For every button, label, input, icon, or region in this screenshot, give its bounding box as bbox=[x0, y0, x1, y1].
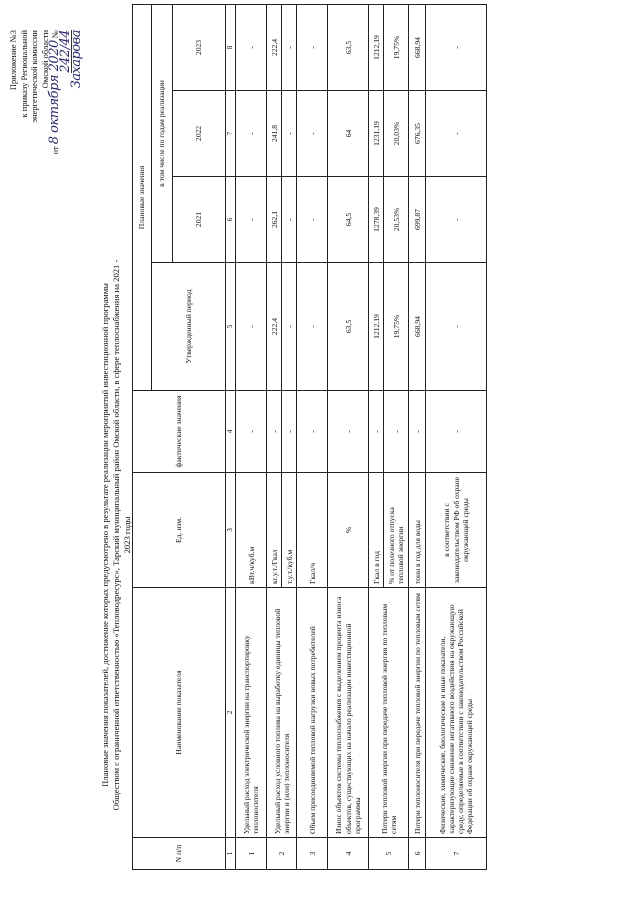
unit-cell: % bbox=[328, 473, 369, 588]
value-2021: - bbox=[236, 177, 267, 263]
value-2022: 20,03% bbox=[384, 91, 409, 177]
header-name: Наименование показателя bbox=[133, 588, 226, 838]
table-row bbox=[409, 4, 426, 869]
unit-cell: т.у.т./куб.м bbox=[282, 473, 297, 588]
value-2023: - bbox=[426, 4, 487, 90]
indicator-name: Объем присоединяемой тепловой нагрузки новых потребителей bbox=[297, 588, 328, 838]
stamp-line: к приказу Региональной bbox=[18, 30, 29, 118]
stamp-line: энергетической комиссии bbox=[29, 30, 39, 123]
stamp-line: Приложение №3 bbox=[8, 30, 18, 91]
unit-cell: в соответствии с законодательством РФ об охране окружающей среды bbox=[426, 473, 487, 588]
approved-value: 668,94 bbox=[409, 263, 426, 391]
handwritten-date: 8 октября 2020 bbox=[47, 40, 62, 145]
actual-value: - bbox=[328, 391, 369, 473]
indicators-table bbox=[132, 4, 487, 870]
header-approved-period: Утвержденный период bbox=[152, 263, 226, 391]
table-row bbox=[328, 4, 369, 869]
column-number: 7 bbox=[226, 91, 236, 177]
heading-line-2: Обществом с ограниченной ответственностью «Тепловодресурс», Тарский муниципальный район Омской области, в сфере теплоснабжения на 2021 - 2023 годы bbox=[111, 259, 132, 811]
value-2023: 222,4 bbox=[267, 4, 282, 90]
value-2023: - bbox=[282, 4, 297, 90]
value-2022: - bbox=[297, 91, 328, 177]
column-number: 6 bbox=[226, 177, 236, 263]
stamp-line: Омской области bbox=[39, 30, 50, 89]
number-prefix: № bbox=[50, 30, 60, 39]
column-number: 1 bbox=[226, 838, 236, 870]
value-2021: - bbox=[297, 177, 328, 263]
header-year: 2021 bbox=[173, 177, 226, 263]
value-2021: - bbox=[282, 177, 297, 263]
value-2023: 1212,19 bbox=[369, 4, 384, 90]
approval-stamp bbox=[8, 30, 83, 180]
value-2022: - bbox=[236, 91, 267, 177]
value-2023: - bbox=[236, 4, 267, 90]
value-2021: 64,5 bbox=[328, 177, 369, 263]
actual-value: - bbox=[369, 391, 384, 473]
header-unit: Ед. изм. bbox=[133, 473, 226, 588]
approved-value: - bbox=[282, 263, 297, 391]
value-2022: 676,35 bbox=[409, 91, 426, 177]
row-number: 5 bbox=[369, 838, 409, 870]
header-no: N п/п bbox=[133, 838, 226, 870]
value-2023: 668,94 bbox=[409, 4, 426, 90]
unit-cell: кг.у.т./Гкал bbox=[267, 473, 282, 588]
heading-line-1: Плановые значения показателей, достижение которых предусмотрено в результате реализации мероприятий инвестиционной программы bbox=[100, 283, 110, 787]
value-2022: - bbox=[282, 91, 297, 177]
column-number: 3 bbox=[226, 473, 236, 588]
table-row bbox=[426, 4, 487, 869]
row-number: 3 bbox=[297, 838, 328, 870]
value-2022: 1231,19 bbox=[369, 91, 384, 177]
column-number-row bbox=[226, 4, 236, 869]
header-planned: Плановые значения bbox=[133, 4, 152, 390]
approved-value: - bbox=[236, 263, 267, 391]
value-2021: 1278,39 bbox=[369, 177, 384, 263]
approved-value: 1212,19 bbox=[369, 263, 384, 391]
value-2021: 20,53% bbox=[384, 177, 409, 263]
handwritten-signature: Захарова bbox=[69, 30, 84, 89]
table-row bbox=[297, 4, 328, 869]
column-number: 2 bbox=[226, 588, 236, 838]
unit-cell: кВт.ч/куб.м bbox=[236, 473, 267, 588]
approved-value: 19,75% bbox=[384, 263, 409, 391]
header-year: 2022 bbox=[173, 91, 226, 177]
value-2023: 63,5 bbox=[328, 4, 369, 90]
column-number: 5 bbox=[226, 263, 236, 391]
date-prefix: от bbox=[50, 146, 60, 155]
unit-cell: Гкал/ч bbox=[297, 473, 328, 588]
column-number: 4 bbox=[226, 391, 236, 473]
approved-value: - bbox=[297, 263, 328, 391]
value-2022: - bbox=[426, 91, 487, 177]
table-row bbox=[236, 4, 267, 869]
indicator-name: Потери тепловой энергии при передаче тепловой энергии по тепловым сетям bbox=[369, 588, 409, 838]
row-number: 2 bbox=[267, 838, 297, 870]
table-row bbox=[267, 4, 282, 869]
row-number: 7 bbox=[426, 838, 487, 870]
header-year: 2023 bbox=[173, 4, 226, 90]
value-2023: - bbox=[297, 4, 328, 90]
handwritten-number: 242/44 bbox=[57, 30, 73, 73]
row-number: 1 bbox=[236, 838, 267, 870]
column-number: 8 bbox=[226, 4, 236, 90]
unit-cell: % от полезного отпуска тепловой энергии bbox=[384, 473, 409, 588]
actual-value: - bbox=[282, 391, 297, 473]
approved-value: 222,4 bbox=[267, 263, 282, 391]
approved-value: 63,5 bbox=[328, 263, 369, 391]
actual-value: - bbox=[384, 391, 409, 473]
value-2023: 19,75% bbox=[384, 4, 409, 90]
actual-value: - bbox=[236, 391, 267, 473]
value-2021: - bbox=[426, 177, 487, 263]
value-2021: 262,1 bbox=[267, 177, 282, 263]
row-number: 6 bbox=[409, 838, 426, 870]
value-2022: 241,8 bbox=[267, 91, 282, 177]
unit-cell: Гкал в год bbox=[369, 473, 384, 588]
value-2022: 64 bbox=[328, 91, 369, 177]
indicator-name: Физические, химические, биологические и иные показатели, характеризующие снижение негативного воздействия на окружающую среду, определяемые в соответствии с законодательством Российской Федерации об охране окружающей среды bbox=[426, 588, 487, 838]
unit-cell: тонн в год для воды bbox=[409, 473, 426, 588]
approved-value: - bbox=[426, 263, 487, 391]
indicator-name: Удельный расход условного топлива на выработку единицы тепловой энергии и (или) теплоносителя bbox=[267, 588, 297, 838]
header-by-years: в том числе по годам реализации bbox=[152, 4, 173, 262]
actual-value: - bbox=[409, 391, 426, 473]
actual-value: - bbox=[267, 391, 282, 473]
actual-value: - bbox=[297, 391, 328, 473]
header-row bbox=[133, 4, 152, 869]
actual-value: - bbox=[426, 391, 487, 473]
indicator-name: Удельный расход электрической энергии на транспортировку теплоносителя bbox=[236, 588, 267, 838]
indicator-name: Износ объектов системы теплоснабжения с выделением процента износа объектов, существующих на начало реализации инвестиционной программы bbox=[328, 588, 369, 838]
row-number: 4 bbox=[328, 838, 369, 870]
document-heading bbox=[100, 255, 133, 815]
value-2021: 699,87 bbox=[409, 177, 426, 263]
table-row bbox=[369, 4, 384, 869]
header-actual: фактические значения bbox=[133, 391, 226, 473]
indicator-name: Потери теплоносителя при передаче тепловой энергии по тепловым сетям bbox=[409, 588, 426, 838]
